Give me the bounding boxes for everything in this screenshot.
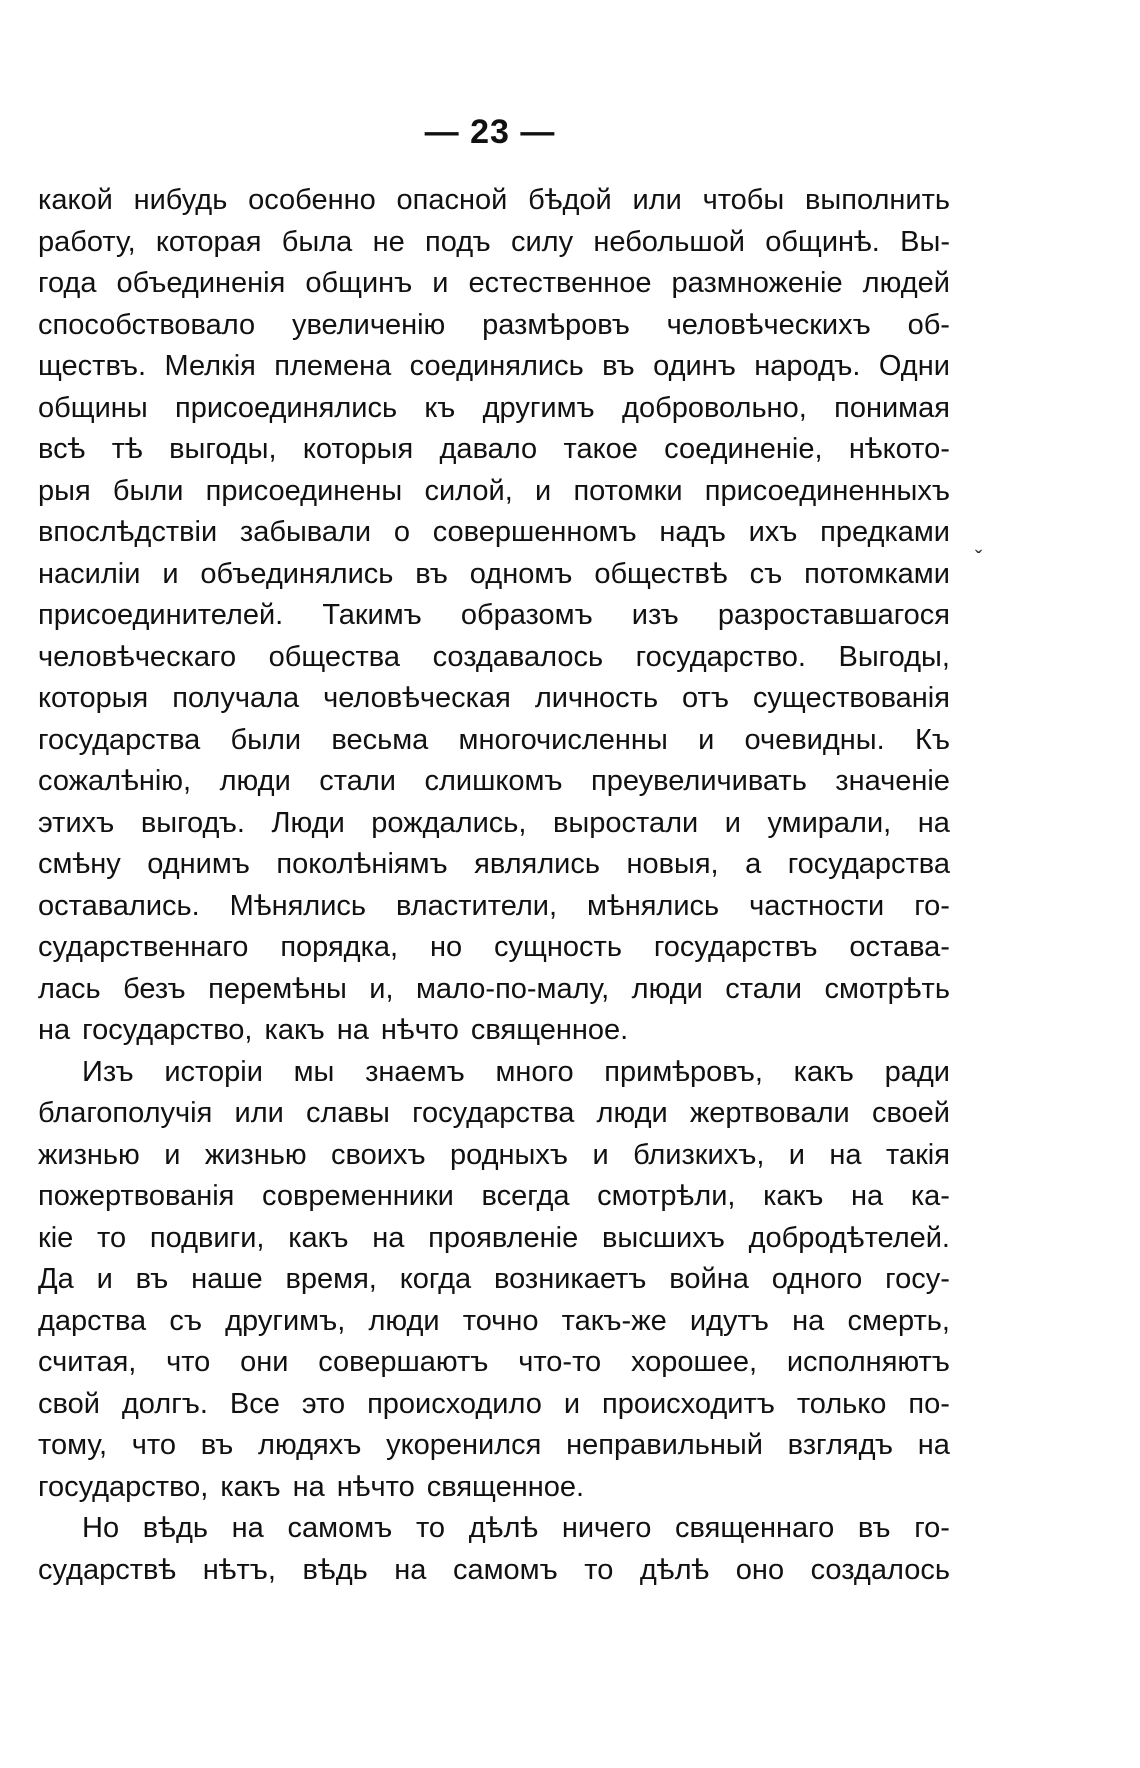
word: съ <box>749 557 783 590</box>
word: силу <box>510 225 574 258</box>
word: вѣдь <box>302 1553 368 1586</box>
word: на <box>231 1512 264 1544</box>
word: рождались, <box>371 806 527 839</box>
word: всѣ <box>38 433 86 465</box>
word: создалось <box>810 1553 950 1586</box>
word: государства <box>38 723 201 756</box>
word: этихъ <box>38 806 115 839</box>
word: только <box>796 1387 887 1420</box>
word: то <box>584 1553 614 1586</box>
word: ради <box>884 1055 950 1088</box>
text-line <box>38 180 950 222</box>
word: насиліи <box>38 557 141 590</box>
word: смѣну <box>38 848 121 880</box>
word: какъ <box>220 1470 281 1503</box>
word: значеніе <box>835 765 950 797</box>
word: другимъ, <box>225 1304 346 1337</box>
word: человѣческая <box>323 682 511 714</box>
word: смотрѣть <box>824 972 950 1005</box>
word: что-то <box>518 1346 602 1378</box>
word: надъ <box>659 516 726 548</box>
word: порядка, <box>280 931 399 963</box>
word: священное. <box>470 1014 629 1046</box>
word: точно <box>462 1304 539 1337</box>
word: вѣдь <box>142 1512 208 1544</box>
word: дѣлѣ <box>639 1553 710 1586</box>
word: совершенномъ <box>432 516 637 548</box>
word: бѣдой <box>528 184 612 216</box>
word: государство, <box>38 1470 209 1503</box>
word: какъ <box>288 1221 349 1254</box>
word: изъ <box>631 599 679 631</box>
word: проявленіе <box>428 1221 579 1254</box>
word: Къ <box>914 723 950 756</box>
text-line <box>38 1467 950 1509</box>
word: естественное <box>468 267 652 299</box>
word: тому, <box>38 1429 108 1461</box>
word: силой, <box>424 474 513 507</box>
word: на <box>372 1221 405 1254</box>
word: на <box>292 1470 325 1503</box>
text-line <box>38 678 950 720</box>
word: нѣчто <box>380 1014 459 1046</box>
word: общины <box>38 391 148 424</box>
word: тѣ <box>111 433 143 465</box>
word: на <box>917 1429 950 1461</box>
text-line <box>38 1218 950 1260</box>
word: потомками <box>804 557 950 590</box>
margin-mark: ˇ <box>975 546 983 571</box>
word: долгъ. <box>121 1387 208 1420</box>
word: очевидны. <box>744 723 885 756</box>
word: объединенія <box>116 267 286 299</box>
text-line <box>38 222 950 264</box>
word: способствовало <box>38 308 256 341</box>
word: возникаетъ <box>494 1263 647 1295</box>
word: частности <box>749 889 885 922</box>
text-line <box>38 720 950 762</box>
word: мы <box>293 1055 335 1088</box>
word: близкихъ, <box>633 1138 765 1171</box>
text-line <box>38 595 950 637</box>
text-line <box>38 1052 950 1094</box>
word: нѣкото- <box>848 433 950 465</box>
word: въ <box>857 1512 891 1544</box>
word: сударствѣ <box>38 1553 177 1586</box>
word: перемѣны <box>208 972 347 1005</box>
word: Такимъ <box>322 599 422 631</box>
word: государство. <box>635 640 806 673</box>
word: наше <box>191 1263 263 1295</box>
word: это <box>301 1387 346 1420</box>
word: какой <box>38 184 113 216</box>
word: присоединенныхъ <box>704 474 950 507</box>
text-line <box>38 1259 950 1301</box>
word: самомъ <box>452 1553 558 1586</box>
word: особенно <box>248 184 376 216</box>
word: людей <box>862 267 950 299</box>
word: оно <box>735 1553 785 1586</box>
text-line <box>38 346 950 388</box>
word: увеличенію <box>291 308 446 341</box>
text-line <box>38 844 950 886</box>
word: укоренился <box>386 1429 542 1461</box>
word: остава- <box>849 931 950 963</box>
word: были <box>112 474 184 507</box>
word: которая <box>155 225 262 258</box>
word: на <box>917 806 950 839</box>
word: другимъ <box>482 391 595 424</box>
word: давало <box>439 433 538 465</box>
word: исторіи <box>164 1055 263 1088</box>
word: об- <box>907 308 950 341</box>
word: въ <box>602 350 635 382</box>
text-line <box>38 1093 950 1135</box>
word: Все <box>229 1387 280 1420</box>
word: безъ <box>123 972 186 1005</box>
word: люди <box>631 972 703 1005</box>
word: и <box>698 723 715 756</box>
word: по- <box>908 1387 950 1420</box>
word: подъ <box>425 225 491 258</box>
word: Люди <box>271 806 345 839</box>
word: лась <box>38 972 101 1005</box>
word: нибудь <box>133 184 228 216</box>
word: слишкомъ <box>424 765 563 797</box>
word: властители, <box>395 889 558 922</box>
word: го- <box>914 889 950 922</box>
text-line <box>38 1010 950 1052</box>
word: людяхъ <box>258 1429 362 1461</box>
word: и <box>164 1138 181 1171</box>
word: которыя <box>38 682 149 714</box>
word: и <box>535 474 552 507</box>
word: подвиги, <box>149 1221 265 1254</box>
word: отъ <box>682 682 729 714</box>
word: забывали <box>239 516 372 548</box>
word: человѣческихъ <box>666 308 871 341</box>
word: то <box>415 1512 446 1544</box>
word: дѣлѣ <box>468 1512 539 1544</box>
word: выгодъ. <box>140 806 245 839</box>
word: пожертвованія <box>38 1180 235 1212</box>
word: человѣческаго <box>38 640 237 673</box>
word: народъ. <box>754 350 861 382</box>
word: и <box>592 1138 609 1171</box>
word: не <box>372 225 405 258</box>
word: люди <box>596 1097 668 1129</box>
word: такъ-же <box>561 1304 667 1337</box>
word: года <box>38 267 97 299</box>
word: война <box>669 1263 749 1295</box>
word: впослѣдствіи <box>38 516 218 548</box>
text-line <box>38 1176 950 1218</box>
word: и <box>162 557 179 590</box>
word: госу- <box>885 1263 950 1295</box>
word: на <box>394 1553 427 1586</box>
word: общества <box>268 640 401 673</box>
word: рыя <box>38 474 91 507</box>
word: одномъ <box>469 557 573 590</box>
word: что <box>166 1346 211 1378</box>
word: мало-по-малу, <box>415 972 610 1005</box>
word: Изъ <box>82 1055 134 1088</box>
word: какъ <box>793 1055 854 1088</box>
word: личность <box>534 682 659 714</box>
page-number: — 23 — <box>424 113 556 151</box>
word: Мелкія <box>164 350 256 382</box>
word: стали <box>319 765 396 797</box>
word: кіе <box>38 1221 74 1254</box>
word: въ <box>200 1429 234 1461</box>
word: на <box>851 1180 884 1212</box>
word: стали <box>725 972 802 1005</box>
word: Одни <box>878 350 950 382</box>
word: исполняютъ <box>786 1346 950 1378</box>
word: съ <box>169 1304 202 1337</box>
word: умирали, <box>767 806 892 839</box>
word: общинъ <box>305 267 413 299</box>
word: поколѣніямъ <box>276 848 448 880</box>
body-text <box>38 180 950 1591</box>
text-line <box>38 803 950 845</box>
text-line <box>38 886 950 928</box>
word: присоединены <box>205 474 403 507</box>
word: образомъ <box>460 599 593 631</box>
word: на <box>829 1138 862 1171</box>
word: Мѣнялись <box>229 889 367 922</box>
word: происходитъ <box>602 1387 775 1420</box>
word: Выгоды, <box>838 640 950 673</box>
word: многочисленны <box>458 723 668 756</box>
word: добродѣтелей. <box>748 1221 950 1254</box>
word: въ <box>415 557 448 590</box>
word: такія <box>886 1138 950 1171</box>
word: когда <box>399 1263 472 1295</box>
word: на <box>792 1304 825 1337</box>
text-line <box>38 1425 950 1467</box>
text-line <box>38 512 950 554</box>
word: какъ <box>264 1014 325 1046</box>
word: однимъ <box>147 848 250 880</box>
text-line <box>38 263 950 305</box>
word: ихъ <box>748 516 798 548</box>
word: были <box>230 723 302 756</box>
word: люди <box>219 765 291 797</box>
word: обществѣ <box>594 557 728 590</box>
word: которыя <box>302 433 414 465</box>
word: ществъ. <box>38 350 147 382</box>
text-line <box>38 388 950 430</box>
word: объединялись <box>200 557 394 590</box>
word: и <box>96 1263 113 1295</box>
word: Да <box>38 1263 74 1295</box>
word: нѣтъ, <box>202 1553 276 1586</box>
word: какъ <box>763 1180 824 1212</box>
word: Но <box>82 1512 120 1544</box>
word: новыя, <box>626 848 719 880</box>
word: предками <box>820 516 950 548</box>
word: или <box>234 1097 284 1129</box>
word: знаемъ <box>365 1055 465 1088</box>
word: современники <box>262 1180 454 1212</box>
word: общинѣ. <box>765 225 880 258</box>
word: разроставшагося <box>717 599 950 631</box>
word: жизнью <box>204 1138 307 1171</box>
word: добровольно, <box>622 391 807 424</box>
word: въ <box>135 1263 169 1295</box>
word: была <box>281 225 353 258</box>
word: государство, <box>82 1014 253 1046</box>
word: примѣровъ, <box>604 1055 763 1088</box>
word: хорошее, <box>630 1346 758 1378</box>
word: преувеличивать <box>591 765 807 797</box>
word: о <box>393 516 410 548</box>
word: получала <box>172 682 300 714</box>
word: всегда <box>481 1180 570 1212</box>
text-line <box>38 1508 950 1550</box>
word: сущность <box>494 931 622 963</box>
word: сожалѣнію, <box>38 765 192 797</box>
text-line <box>38 554 950 596</box>
word: выростали <box>553 806 699 839</box>
word: они <box>240 1346 289 1378</box>
word: и <box>724 806 741 839</box>
word: высшихъ <box>601 1221 725 1254</box>
word: племена <box>274 350 392 382</box>
word: смотрѣли, <box>597 1180 736 1212</box>
word: много <box>495 1055 574 1088</box>
word: нѣчто <box>336 1470 415 1503</box>
text-line <box>38 471 950 513</box>
word: одного <box>771 1263 863 1295</box>
word: являлись <box>474 848 600 880</box>
word: одинъ <box>653 350 736 382</box>
word: неправильный <box>566 1429 763 1461</box>
word: выгоды, <box>169 433 277 465</box>
word: жертвовали <box>689 1097 850 1129</box>
word: своихъ <box>331 1138 426 1171</box>
word: размноженіе <box>671 267 843 299</box>
word: государства <box>787 848 950 880</box>
word: родныхъ <box>450 1138 569 1171</box>
word: дарства <box>38 1304 147 1337</box>
word: такое <box>563 433 638 465</box>
word: государства <box>412 1097 575 1129</box>
word: люди <box>368 1304 440 1337</box>
word: го- <box>914 1512 950 1544</box>
word: существованія <box>752 682 950 714</box>
word: ничего <box>561 1512 652 1544</box>
word: идутъ <box>689 1304 769 1337</box>
word: что <box>131 1429 176 1461</box>
word: присоединялись <box>175 391 398 424</box>
word: весьма <box>331 723 429 756</box>
word: а <box>745 848 762 880</box>
word: время, <box>285 1263 377 1295</box>
word: понимая <box>834 391 950 424</box>
text-line <box>38 969 950 1011</box>
text-line <box>38 1550 950 1592</box>
word: небольшой <box>593 225 745 258</box>
text-line <box>38 927 950 969</box>
text-line <box>38 1384 950 1426</box>
word: или <box>632 184 682 216</box>
word: совершаютъ <box>318 1346 489 1378</box>
text-line <box>38 1342 950 1384</box>
text-line <box>38 761 950 803</box>
word: чтобы <box>702 184 785 216</box>
word: священнаго <box>675 1512 835 1544</box>
word: работу, <box>38 225 136 258</box>
word: благополучія <box>38 1097 213 1129</box>
text-line <box>38 1135 950 1177</box>
word: и <box>563 1387 581 1420</box>
word: на <box>336 1014 369 1046</box>
word: на <box>38 1014 71 1046</box>
word: создавалось <box>432 640 604 673</box>
word: Вы- <box>900 225 950 258</box>
word: выполнить <box>805 184 950 216</box>
word: соединеніе, <box>664 433 823 465</box>
word: опасной <box>396 184 508 216</box>
word: смерть, <box>847 1304 950 1337</box>
word: свой <box>38 1387 100 1420</box>
word: размѣровъ <box>482 308 630 341</box>
word: но <box>430 931 463 963</box>
word: славы <box>306 1097 390 1129</box>
word: взглядъ <box>787 1429 894 1461</box>
word: государствъ <box>653 931 818 963</box>
word: ка- <box>910 1180 950 1212</box>
word: и <box>432 267 449 299</box>
word: и, <box>369 972 394 1005</box>
word: оставались. <box>38 889 200 922</box>
word: происходило <box>367 1387 542 1420</box>
word: то <box>97 1221 127 1254</box>
word: священное. <box>426 1470 585 1503</box>
text-line <box>38 429 950 471</box>
word: потомки <box>573 474 683 507</box>
word: своей <box>871 1097 950 1129</box>
word: самомъ <box>287 1512 393 1544</box>
word: мѣнялись <box>587 889 720 922</box>
word: жизнью <box>38 1138 140 1171</box>
word: къ <box>424 391 456 424</box>
word: и <box>788 1138 805 1171</box>
word: считая, <box>38 1346 137 1378</box>
word: присоединителей. <box>38 599 284 631</box>
text-line <box>38 1301 950 1343</box>
word: соединялись <box>409 350 584 382</box>
text-line <box>38 637 950 679</box>
text-line <box>38 305 950 347</box>
word: сударственнаго <box>38 931 249 963</box>
